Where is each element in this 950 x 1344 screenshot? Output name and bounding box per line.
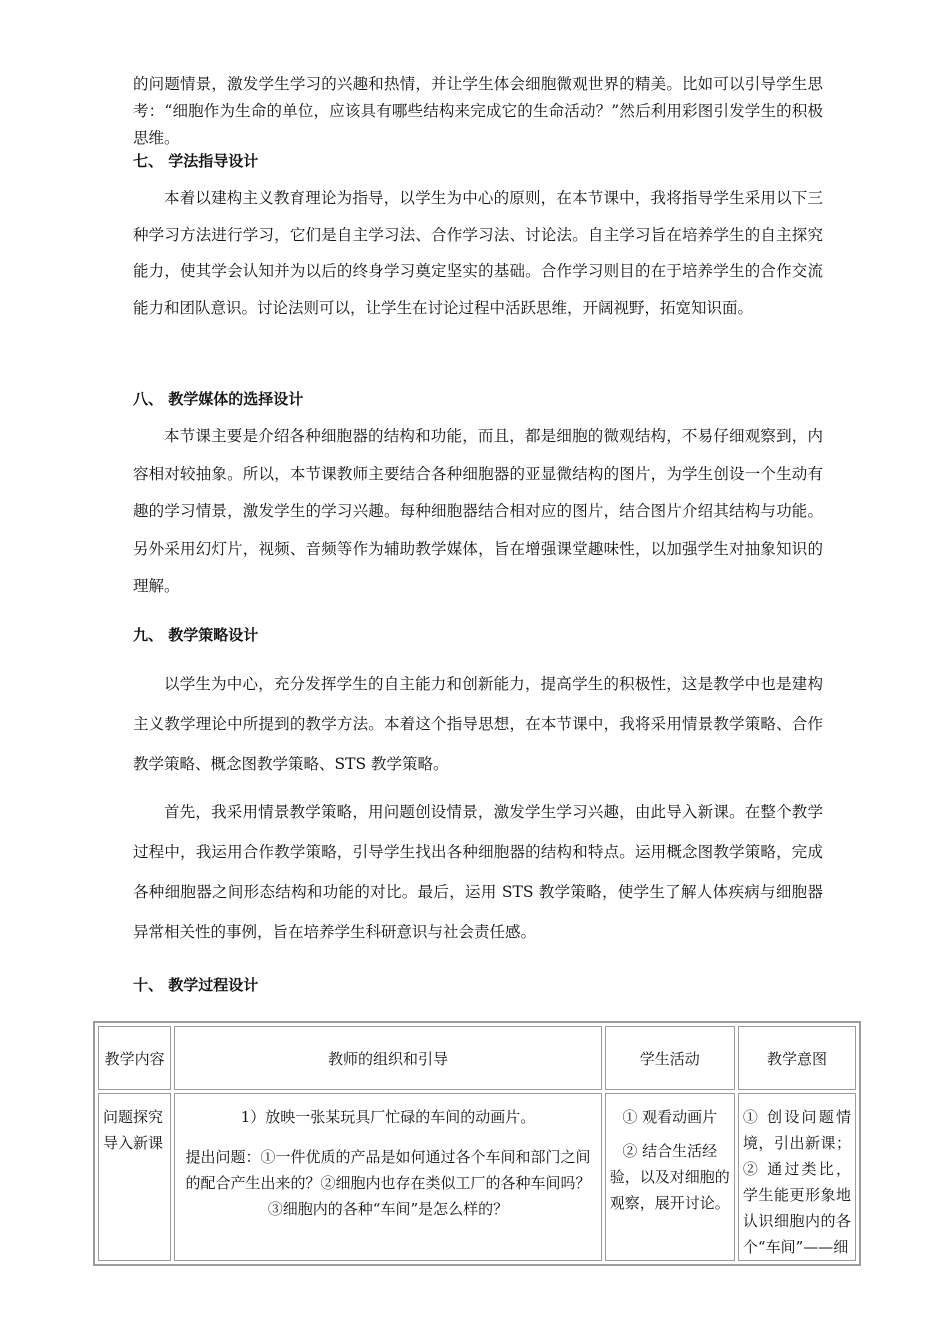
section-8-heading: 八、 教学媒体的选择设计	[133, 390, 304, 408]
header-student-activity: 学生活动	[605, 1026, 735, 1090]
header-teaching-content: 教学内容	[98, 1026, 171, 1090]
section-8-paragraph: 本节课主要是介绍各种细胞器的结构和功能，而且，都是细胞的微观结构，不易仔细观察到，内容相对较抽象。所以，本节课教师主要结合各种细胞器的亚显微结构的图片，为学生创设一个生动有趣的学习情景，激发学生的学习兴趣。每种细胞器结合相对应的图片，结合图片介绍其结构与功能。另外采用幻灯片，视频、音频等作为辅助教学媒体，旨在增强课堂趣味性，以加强学生对抽象知识的理解。	[133, 427, 823, 595]
section-9-heading: 九、 教学策略设计	[133, 626, 259, 644]
row-intent-cell: ① 创设问题情境，引出新课；② 通过类比，学生能更形象地认识细胞内的各个“车间”——细	[742, 1108, 851, 1256]
section-9-paragraph-2: 首先，我采用情景教学策略，用问题创设情景，激发学生学习兴趣，由此导入新课。在整个教学过程中，我运用合作教学策略，引导学生找出各种细胞器的结构和特点。运用概念图教学策略，完成各种细胞器之间形态结构和功能的对比。最后，运用 STS 教学策略，使学生了解人体疾病与细胞器异常相关性的事例，旨在培养学生科研意识与社会责任感。	[133, 803, 823, 941]
section-7-heading: 七、 学法指导设计	[133, 152, 259, 170]
section-9-paragraph-1: 以学生为中心，充分发挥学生的自主能力和创新能力，提高学生的积极性，这是教学中也是建构主义教学理论中所提到的教学方法。本着这个指导思想，在本节课中，我将采用情景教学策略、合作教学策略、概念图教学策略、STS 教学策略。	[133, 675, 823, 773]
intro-paragraph: 的问题情景，激发学生学习的兴趣和热情，并让学生体会细胞微观世界的精美。比如可以引导学生思考：“细胞作为生命的单位，应该具有哪些结构来完成它的生命活动？”然后利用彩图引发学生的积极思维。	[133, 75, 823, 147]
header-teacher-guidance: 教师的组织和引导	[174, 1026, 601, 1090]
row-content-cell: 问题探究导入新课	[103, 1108, 164, 1152]
row-student-line-1: ① 观看动画片	[622, 1108, 718, 1126]
row-teacher-line-1: 1）放映一张某玩具厂忙碌的车间的动画片。	[240, 1108, 536, 1126]
table-row	[98, 1093, 856, 1261]
row-teacher-line-2: 提出问题：①一件优质的产品是如何通过各个车间和部门之间的配合产生出来的？②细胞内也存在类似工厂的各种车间吗？③细胞内的各种“车间”是怎么样的？	[185, 1148, 591, 1218]
header-teaching-intent: 教学意图	[738, 1026, 856, 1090]
section-10-heading: 十、 教学过程设计	[133, 976, 259, 994]
teaching-process-table	[93, 1021, 861, 1266]
table-header-row	[98, 1026, 856, 1090]
row-student-line-2: ② 结合生活经验，以及对细胞的观察，展开讨论。	[609, 1142, 730, 1212]
section-7-paragraph: 本着以建构主义教育理论为指导，以学生为中心的原则，在本节课中，我将指导学生采用以下三种学习方法进行学习，它们是自主学习法、合作学习法、讨论法。自主学习旨在培养学生的自主探究能力，使其学会认知并为以后的终身学习奠定坚实的基础。合作学习则目的在于培养学生的合作交流能力和团队意识。讨论法则可以，让学生在讨论过程中活跃思维，开阔视野，拓宽知识面。	[133, 189, 823, 317]
